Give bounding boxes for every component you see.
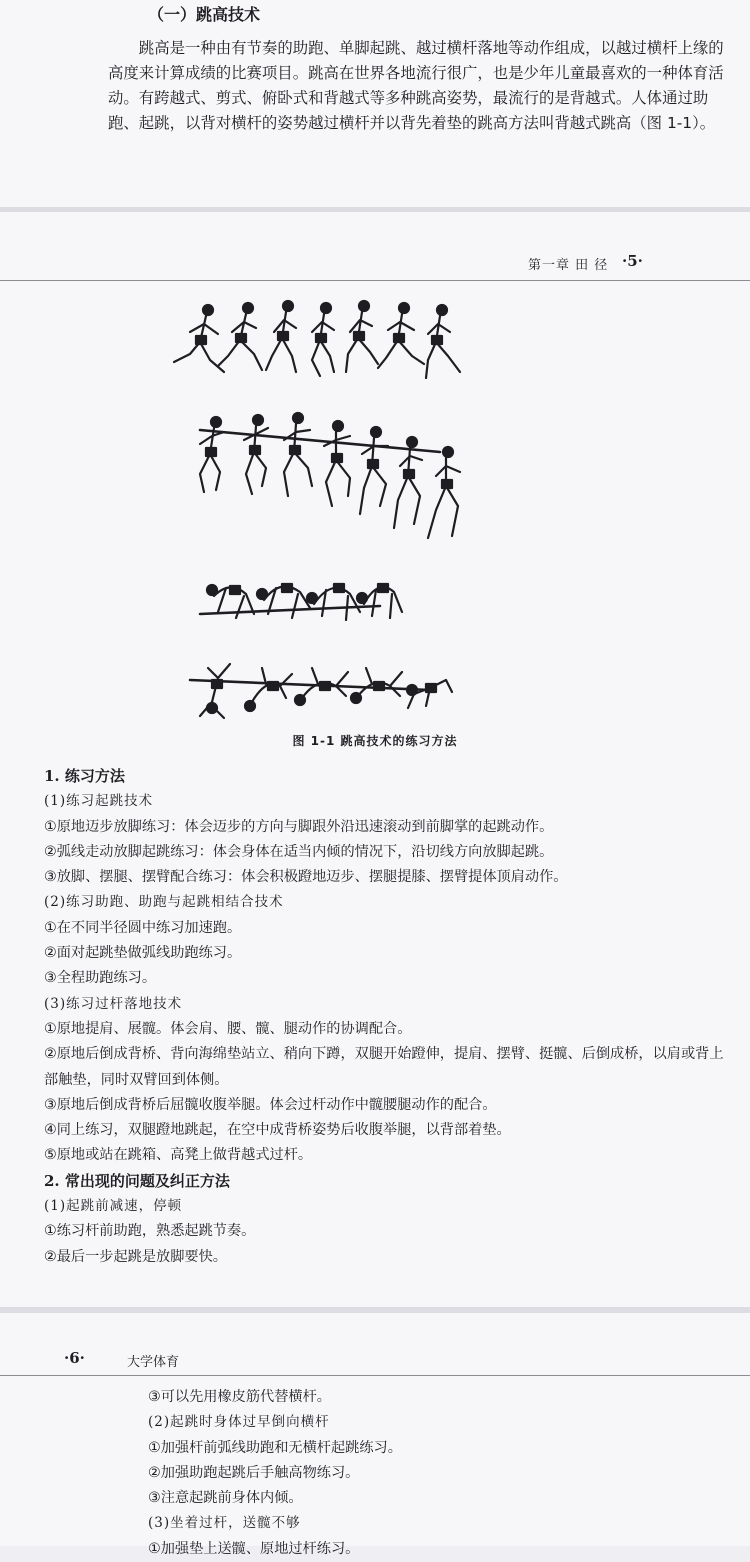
figure-caption: 图 1-1 跳高技术的练习方法 [292,734,458,748]
text-line: ②最后一步起跳是放脚要快。 [44,1248,227,1265]
text-line: ⑤原地或站在跳箱、高凳上做背越式过杆。 [44,1147,313,1164]
page-number: ·5· [622,252,643,270]
text-line: ③注意起跳前身体内倾。 [148,1490,303,1507]
subheading-early-lean: (2)起跳时身体过早倒向横杆 [148,1414,330,1431]
intro-paragraph: 跳高是一种由有节奏的助跑、单脚起跳、越过横杆落地等动作组成，以越过横杆上缘的高度来计算成绩的比赛项目。跳高在世界各地流行很广，也是少年儿童最喜欢的一种体育活动。有跨越式、剪式、俯卧式和背越式等多种跳高姿势，最流行的是背越式。人体通过助跑、起跳，以背对横杆的姿势越过横杆并以背先着垫的跳高方法叫背越式跳高（图 1-1）。 [108,39,724,132]
text-line: ③全程助跑练习。 [44,970,157,987]
section-title: （一）跳高技术 [148,5,261,24]
chapter-label: 第一章 田 径 [528,258,609,273]
subheading-sitting: (3)坐着过杆，送髋不够 [148,1515,301,1532]
running-header [0,244,750,281]
text-line: ②加强助跑起跳后手触高物练习。 [148,1464,360,1481]
approach-sequence [174,301,460,378]
landing-sequence [190,664,452,718]
text-line: ③可以先用橡皮筋代替横杆。 [148,1389,331,1405]
page-six-body [148,1385,728,1562]
heading-practice-methods: 1. 练习方法 [44,767,125,785]
text-line: ②原地后倒成背桥、背向海绵垫站立、稍向下蹲，双腿开始蹬伸，提肩、摆臂、挺髋、后倒成桥，以肩或背上部触垫，同时双臂回到体侧。 [44,1046,724,1088]
takeoff-sequence [200,413,460,538]
subheading-bar-clearance: (3)练习过杆落地技术 [44,995,183,1012]
text-line: ①加强垫上送髋、原地过杆练习。 [148,1540,360,1557]
text-line: ③放脚、摆腿、摆臂配合练习：体会积极蹬地迈步、摆腿提膝、摆臂提体顶肩动作。 [44,869,568,886]
page-number: ·6· [64,1349,85,1367]
text-line: ①原地迈步放脚练习：体会迈步的方向与脚跟外沿迅速滚动到前脚掌的起跳动作。 [44,818,554,835]
bar-clearance-sequence [200,584,402,620]
text-line: ①原地提肩、展髋。体会肩、腰、髋、腿动作的协调配合。 [44,1020,412,1037]
text-line: ①在不同半径圆中练习加速跑。 [44,919,242,936]
text-line: ②弧线走动放脚起跳练习：体会身体在适当内倾的情况下，沿切线方向放脚起跳。 [44,843,554,860]
text-line: ①练习杆前助跑，熟悉起跳节奏。 [44,1223,256,1240]
subheading-deceleration: (1)起跳前减速，停顿 [44,1198,183,1215]
heading-common-problems: 2. 常出现的问题及纠正方法 [44,1171,230,1190]
page-top [0,0,750,207]
book-title: 大学体育 [127,1355,180,1370]
page-six [0,1313,750,1557]
high-jump-figure [150,292,510,802]
subheading-approach: (2)练习助跑、助跑与起跳相结合技术 [44,894,284,911]
page-five [0,212,750,1307]
subheading-takeoff: (1)练习起跳技术 [44,793,154,810]
text-line: ②面对起跳垫做弧线助跑练习。 [44,945,242,962]
text-line: ④同上练习，双腿蹬地跳起，在空中成背桥姿势后收腹举腿，以背部着垫。 [44,1122,511,1139]
running-header [0,1337,750,1376]
text-line: ③原地后倒成背桥后屈髋收腹举腿。体会过杆动作中髋腰腿动作的配合。 [44,1096,497,1113]
text-line: ①加强杆前弧线助跑和无横杆起跳练习。 [148,1439,402,1456]
page-five-body [44,764,734,1270]
